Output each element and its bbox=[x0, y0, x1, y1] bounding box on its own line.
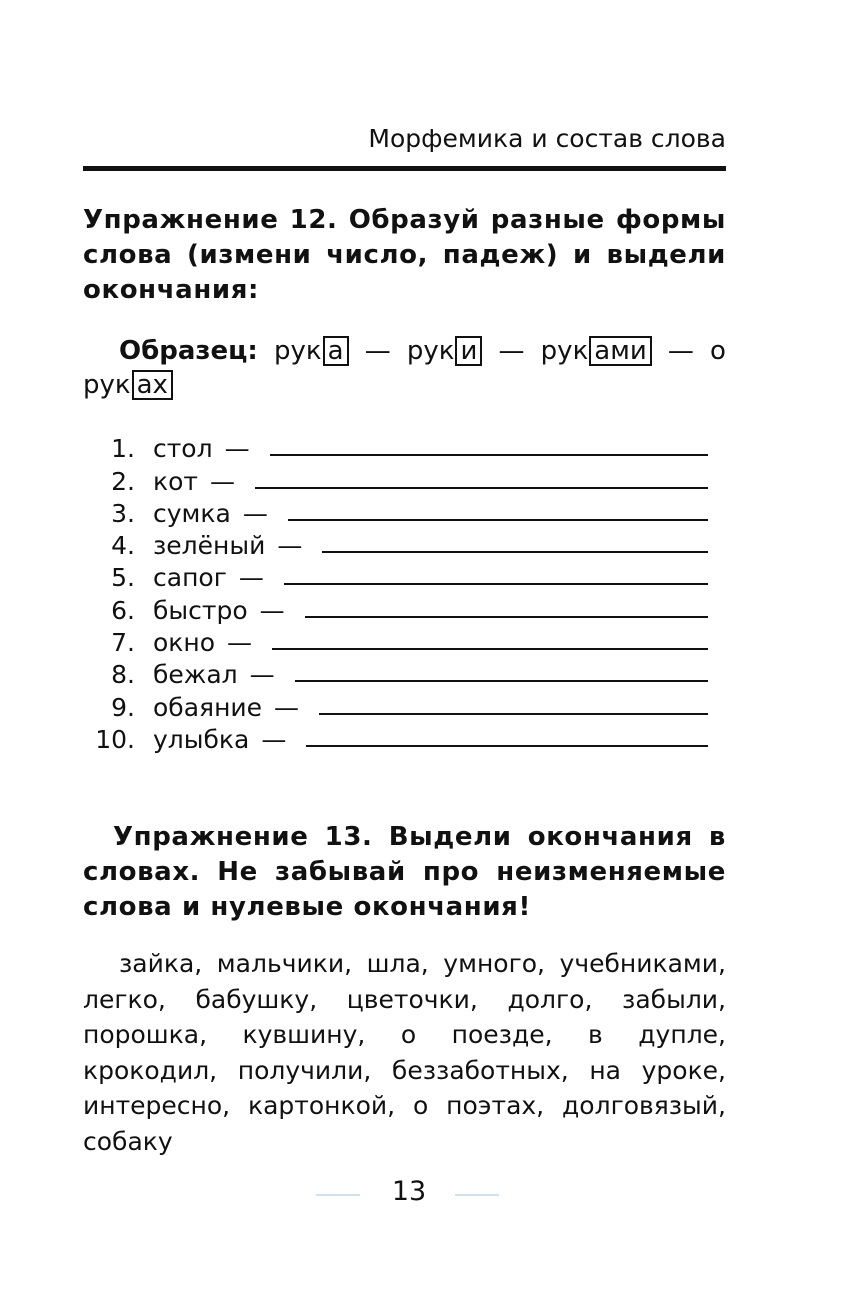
list-item bbox=[83, 657, 708, 689]
dash: — bbox=[667, 336, 694, 366]
exercise-13-title: Упражнение 13. Выдели окончания в словах. Не забывай про неизменяемые слова и нулевые окончания! bbox=[83, 822, 726, 922]
dash: — bbox=[249, 660, 275, 690]
exercise-13-text: зайка, мальчики, шла, умного, учебниками, легко, бабушку, цветочки, долго, забыли, порошка, кувшину, о поезде, в дупле, крокодил, получили, беззаботных, на уроке, интересно, картонкой, о поэтах, долговязый, собаку bbox=[83, 949, 726, 1156]
item-word: сапог bbox=[153, 563, 227, 593]
answer-line[interactable] bbox=[270, 454, 708, 456]
list-item bbox=[83, 592, 708, 624]
word-stem: рук bbox=[83, 370, 131, 400]
item-number: 1. bbox=[111, 434, 135, 464]
running-header: Морфемика и состав слова bbox=[368, 124, 726, 153]
word-stem: рук bbox=[406, 336, 455, 366]
answer-line[interactable] bbox=[288, 519, 708, 521]
list-item bbox=[83, 431, 708, 463]
list-item bbox=[83, 496, 708, 528]
item-number: 9. bbox=[111, 692, 135, 722]
item-word: быстро bbox=[153, 595, 248, 625]
ending-box: и bbox=[455, 336, 482, 366]
item-number: 5. bbox=[111, 563, 135, 593]
item-word: улыбка bbox=[153, 724, 250, 754]
footer-decoration-right bbox=[455, 1194, 499, 1196]
item-number: 4. bbox=[111, 531, 135, 561]
sample-line bbox=[83, 334, 726, 368]
preposition: о bbox=[710, 336, 726, 366]
answer-line[interactable] bbox=[322, 551, 708, 553]
list-item bbox=[83, 689, 708, 721]
list-item bbox=[83, 625, 708, 657]
dash: — bbox=[242, 498, 268, 528]
header-rule bbox=[83, 166, 726, 171]
ending-box: а bbox=[323, 336, 349, 366]
dash: — bbox=[261, 724, 287, 754]
sample-block bbox=[83, 334, 726, 402]
sample-label: Образец: bbox=[119, 336, 258, 366]
ending-box: ами bbox=[589, 336, 651, 366]
dash: — bbox=[364, 336, 391, 366]
list-item bbox=[83, 463, 708, 495]
footer-decoration-left bbox=[316, 1194, 360, 1196]
item-word: стол bbox=[153, 434, 213, 464]
page-number: 13 bbox=[391, 1176, 427, 1207]
item-word: сумка bbox=[153, 498, 231, 528]
dash: — bbox=[224, 434, 250, 464]
answer-line[interactable] bbox=[284, 583, 708, 585]
dash: — bbox=[498, 336, 525, 366]
item-word: обаяние bbox=[153, 692, 263, 722]
word-stem: рук bbox=[540, 336, 589, 366]
list-item bbox=[83, 528, 708, 560]
item-number: 6. bbox=[111, 595, 135, 625]
exercise-12-list bbox=[83, 431, 708, 754]
item-number: 2. bbox=[111, 466, 135, 496]
sample-form-1 bbox=[274, 334, 349, 368]
item-number: 3. bbox=[111, 498, 135, 528]
item-number: 10. bbox=[95, 724, 135, 754]
item-word: зелёный bbox=[153, 531, 266, 561]
answer-line[interactable] bbox=[305, 616, 708, 618]
sample-form-2 bbox=[407, 334, 483, 368]
answer-line[interactable] bbox=[306, 745, 708, 747]
dash: — bbox=[227, 628, 253, 658]
answer-line[interactable] bbox=[272, 648, 708, 650]
sample-form-3 bbox=[541, 334, 652, 368]
dash: — bbox=[238, 563, 264, 593]
dash: — bbox=[259, 595, 285, 625]
item-word: кот bbox=[153, 466, 198, 496]
sample-line-2 bbox=[83, 368, 726, 402]
dash: — bbox=[209, 466, 235, 496]
item-number: 8. bbox=[111, 660, 135, 690]
exercise-12-title: Упражнение 12. Образуй разные формы слова (измени число, падеж) и выдели окончания: bbox=[83, 205, 726, 305]
item-word: бежал bbox=[153, 660, 238, 690]
item-word: окно bbox=[153, 628, 216, 658]
list-item bbox=[83, 560, 708, 592]
answer-line[interactable] bbox=[295, 680, 708, 682]
answer-line[interactable] bbox=[255, 487, 708, 489]
dash: — bbox=[277, 531, 303, 561]
word-stem: рук bbox=[273, 336, 322, 366]
item-number: 7. bbox=[111, 628, 135, 658]
answer-line[interactable] bbox=[319, 713, 708, 715]
dash: — bbox=[274, 692, 300, 722]
list-item bbox=[83, 722, 708, 754]
ending-box: ах bbox=[132, 370, 173, 400]
